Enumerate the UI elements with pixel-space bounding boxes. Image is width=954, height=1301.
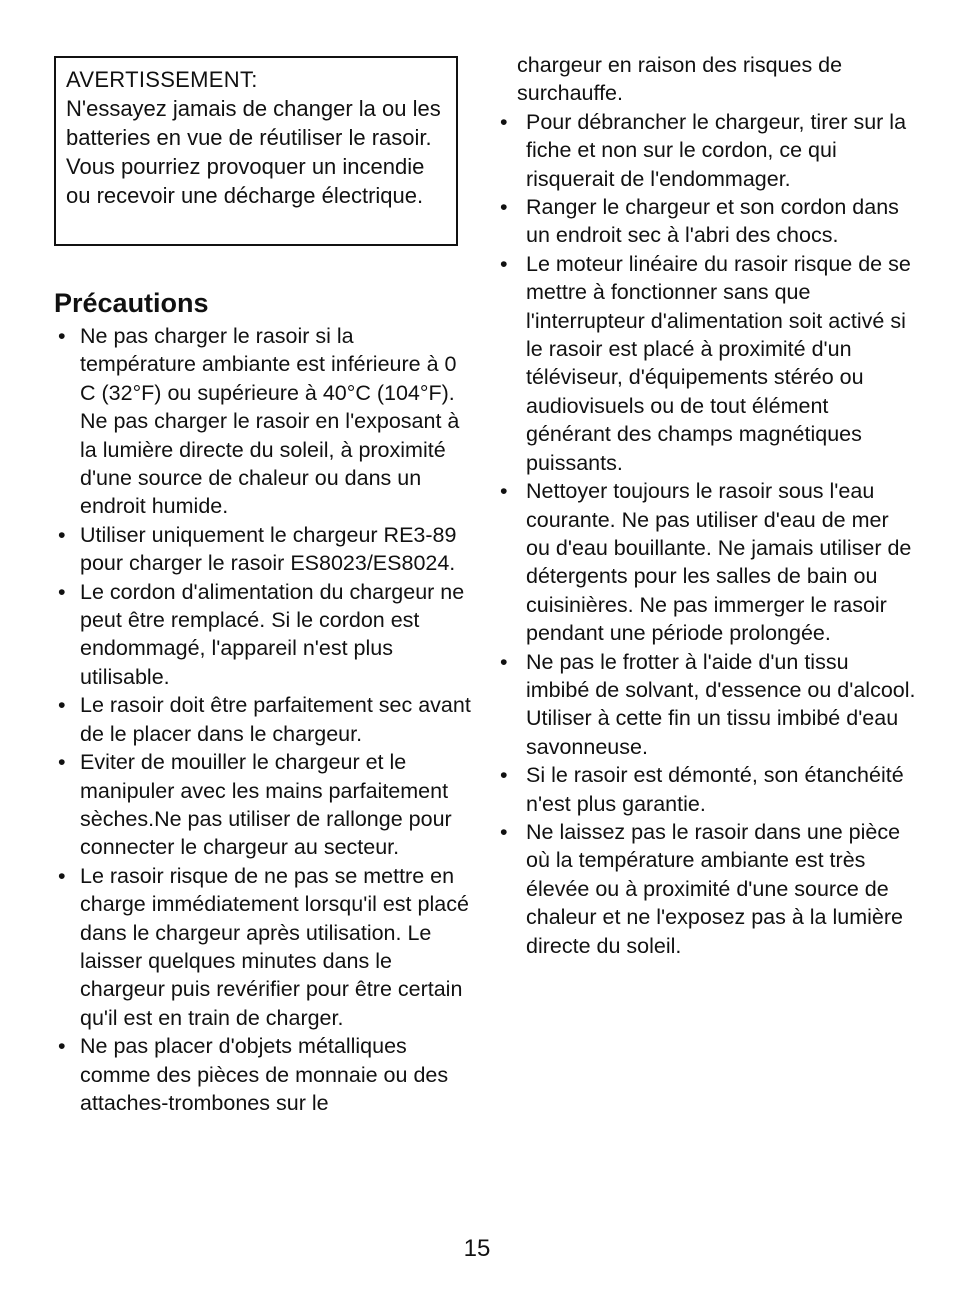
bullet-icon: • bbox=[58, 693, 66, 718]
list-item-text: Ne pas placer d'objets métalliques comme des pièces de monnaie ou des attaches-trombones sur le bbox=[80, 1034, 449, 1115]
bullet-icon: • bbox=[58, 579, 66, 604]
bullet-icon: • bbox=[58, 324, 66, 348]
list-item bbox=[496, 193, 916, 250]
list-item-text: Si le rasoir est démonté, son étanchéité n'est plus garantie. bbox=[526, 763, 904, 816]
list-item-text: Eviter de mouiller le chargeur et le manipuler avec les mains parfaitement sèches.Ne pas utiliser de rallonge pour connecter le chargeur au secteur. bbox=[80, 750, 452, 860]
warning-title: AVERTISSEMENT: bbox=[66, 67, 258, 92]
list-item bbox=[496, 818, 916, 960]
page-number: 15 bbox=[463, 1235, 491, 1262]
list-item-text: Ne pas le frotter à l'aide d'un tissu imbibé de solvant, d'essence ou d'alcool. Utiliser à cette fin un tissu imbibé d'eau savonneuse. bbox=[526, 649, 916, 759]
list-item bbox=[56, 578, 474, 692]
list-item bbox=[496, 648, 916, 762]
bullet-icon: • bbox=[500, 819, 508, 844]
bullet-icon: • bbox=[500, 479, 508, 504]
list-item bbox=[496, 477, 916, 647]
list-item-text: Ne laissez pas le rasoir dans une pièce où la température ambiante est très élevée ou à proximité d'une source de chaleur et ne l'exposez pas à la lumière directe du soleil. bbox=[526, 819, 903, 958]
section-title: Précautions bbox=[54, 288, 209, 318]
list-item bbox=[496, 761, 916, 818]
list-item bbox=[56, 691, 474, 748]
list-item bbox=[56, 521, 474, 578]
list-item-text: Le cordon d'alimentation du chargeur ne peut être remplacé. Si le cordon est endommagé, l'appareil n'est plus utilisable. bbox=[80, 579, 465, 689]
bullet-icon: • bbox=[500, 763, 508, 788]
warning-box bbox=[54, 56, 458, 246]
list-item-text: Le moteur linéaire du rasoir risque de se mettre à fonctionner sans que l'interrupteur d'alimentation soit activé si le rasoir est placé à proximité d'un téléviseur, d'équipements stéréo ou audiovisuels ou de tout élément générant des champs magnétiques puissants. bbox=[526, 251, 911, 475]
list-item-text: Ranger le chargeur et son cordon dans un endroit sec à l'abri des chocs. bbox=[526, 195, 899, 248]
list-item-text: Nettoyer toujours le rasoir sous l'eau courante. Ne pas utiliser d'eau de mer ou d'eau bouillante. Ne jamais utiliser de détergents pour les salles de bain ou cuisinières. Ne pas immerger le rasoir pendant une période prolongée. bbox=[526, 479, 912, 646]
bullet-icon: • bbox=[500, 649, 508, 674]
bullet-icon: • bbox=[500, 251, 508, 276]
bullet-icon: • bbox=[500, 109, 508, 134]
list-item-continuation bbox=[496, 51, 916, 108]
bullet-icon: • bbox=[58, 1034, 66, 1059]
list-item bbox=[56, 1032, 474, 1117]
bullet-icon: • bbox=[58, 863, 66, 888]
list-item-text: Le rasoir doit être parfaitement sec avant de le placer dans le chargeur. bbox=[80, 693, 471, 746]
list-item bbox=[56, 748, 474, 862]
precautions-list-right bbox=[496, 51, 916, 960]
list-item-text: Pour débrancher le chargeur, tirer sur la fiche et non sur le cordon, ce qui risquerait de l'endommager. bbox=[526, 109, 907, 191]
list-item bbox=[496, 108, 916, 193]
list-item-text: Utiliser uniquement le chargeur RE3-89 pour charger le rasoir ES8023/ES8024. bbox=[80, 522, 457, 576]
list-item-text: Le rasoir risque de ne pas se mettre en charge immédiatement lorsqu'il est placé dans le chargeur après utilisation. Le laisser quelques minutes dans le chargeur puis revérifier pour être certain qu'il est en train de charger. bbox=[80, 863, 469, 1030]
list-item bbox=[56, 862, 474, 1032]
warning-text: N'essayez jamais de changer la ou les batteries en vue de réutiliser le rasoir. Vous pourriez provoquer un incendie ou recevoir une décharge électrique. bbox=[66, 96, 441, 208]
list-item bbox=[496, 250, 916, 477]
bullet-icon: • bbox=[500, 195, 508, 220]
list-item-text: Ne pas charger le rasoir si la température ambiante est inférieure à 0 C (32°F) ou supérieure à 40°C (104°F). Ne pas charger le rasoir en l'exposant à la lumière directe du soleil, à proximité d'une source de chaleur ou dans un endroit humide. bbox=[80, 324, 460, 519]
list-item-text: chargeur en raison des risques de surchauffe. bbox=[517, 53, 843, 106]
precautions-list-left bbox=[56, 322, 474, 1117]
list-item bbox=[56, 322, 474, 521]
bullet-icon: • bbox=[58, 750, 66, 775]
bullet-icon: • bbox=[58, 522, 66, 547]
